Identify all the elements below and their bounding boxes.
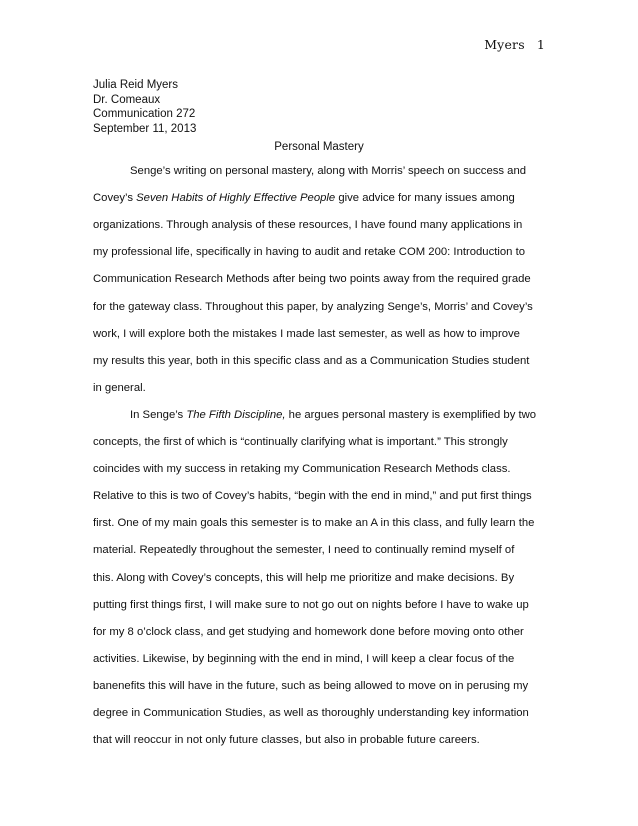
line-text: for the gateway class. Throughout this paper, by analyzing Senge’s, Morris’ and Covey’s	[93, 300, 533, 313]
body-line	[130, 164, 526, 178]
line-text: material. Repeatedly throughout the semester, I need to continually remind myself of	[93, 544, 515, 557]
line-text: activities. Likewise, by beginning with the end in mind, I will keep a clear focus of the	[93, 652, 515, 665]
line-text: for my 8 o’clock class, and get studying and homework done before moving onto other	[93, 625, 524, 638]
line-text: coincides with my success in retaking my Communication Research Methods class.	[93, 463, 511, 476]
body-line	[93, 381, 146, 395]
line-text: first. One of my main goals this semester is to make an A in this class, and fully learn the	[93, 517, 535, 530]
paper-title: Personal Mastery	[274, 141, 364, 153]
body-line	[93, 354, 529, 368]
instructor-name: Dr. Comeaux	[93, 93, 161, 106]
line-text: putting first things first, I will make sure to not go out on nights before I have to wake up	[93, 598, 529, 611]
body-line	[93, 706, 529, 720]
line-text: concepts, the first of which is “continually clarifying what is important.” This strongly	[93, 436, 508, 448]
line-text: organizations. Through analysis of these resources, I have found many applications in	[93, 219, 523, 232]
line-text: Communication Research Methods after being two points away from the required grade	[93, 273, 531, 286]
body-line	[93, 489, 532, 503]
line-text: degree in Communication Studies, as well as thoroughly understanding key information	[93, 707, 529, 719]
body-line	[93, 462, 511, 476]
running-head	[484, 37, 545, 52]
body-line	[93, 245, 525, 259]
line-text: this. Along with Covey’s concepts, this will help me prioritize and make decisions. By	[93, 571, 515, 584]
line-text: work, I will explore both the mistakes I made last semester, as well as how to improve	[93, 327, 520, 340]
line-text: give advice for many issues among	[335, 192, 515, 205]
body-line	[93, 733, 480, 747]
line-text: that will reoccur in not only future classes, but also in probable future careers.	[93, 734, 480, 747]
header-surname: Myers	[484, 37, 525, 52]
body-line	[93, 191, 515, 205]
body-line	[93, 218, 522, 232]
body-line	[93, 598, 529, 612]
line-text: Senge’s writing on personal mastery, along with Morris’ speech on success and	[130, 165, 527, 177]
course-name: Communication 272	[93, 108, 196, 121]
book-title: Seven Habits of Highly Effective People	[136, 192, 336, 205]
line-text: he argues personal mastery is exemplified by two	[285, 408, 537, 421]
body-line	[93, 625, 524, 639]
body-line	[130, 408, 536, 422]
line-text: my professional life, specifically in having to audit and retake COM 200: Introduction to	[93, 246, 526, 259]
body-line	[93, 679, 528, 693]
body-line	[93, 327, 520, 341]
body-line	[93, 435, 508, 449]
line-text: Covey’s	[93, 192, 137, 205]
paper-date: September 11, 2013	[93, 123, 197, 136]
body-line	[93, 543, 514, 557]
line-text: banenefits this will have in the future, such as being allowed to move on in perusing my	[93, 679, 529, 692]
body-line	[93, 516, 534, 530]
line-text: in general.	[93, 381, 146, 394]
line-text: In Senge’s	[130, 408, 187, 421]
page-number: 1	[536, 37, 545, 52]
body-line	[93, 300, 533, 314]
mla-heading	[93, 78, 196, 137]
author-name: Julia Reid Myers	[93, 79, 178, 91]
body-line	[93, 272, 531, 286]
body-line	[93, 652, 514, 666]
line-text: my results this year, both in this specific class and as a Communication Studies student	[93, 354, 530, 367]
book-title: The Fifth Discipline,	[186, 408, 286, 421]
line-text: Relative to this is two of Covey’s habits, “begin with the end in mind,” and put first things	[93, 490, 532, 503]
body-line	[93, 571, 514, 585]
